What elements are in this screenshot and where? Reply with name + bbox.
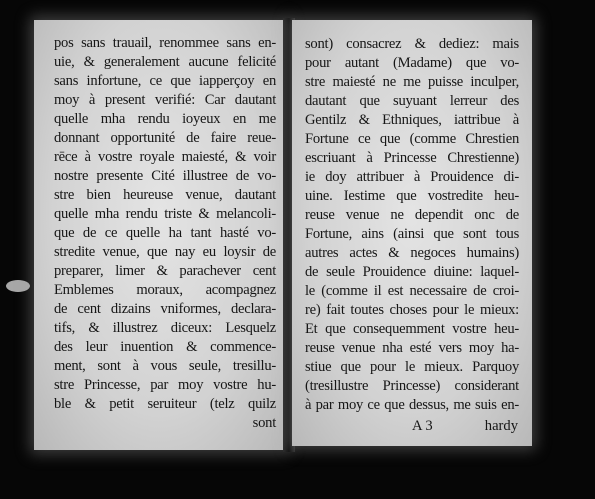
text-line: Gentilz & Ethniques, iattribue à (305, 112, 519, 128)
text-line: stre maiesté ne me puisse inculper, (305, 74, 519, 90)
text-line: que de ce quelle ha tant hasté vo- (54, 225, 276, 241)
text-line: dautant que suyuant lerreur des (305, 93, 519, 109)
text-line: de cent dizains vniformes, declara- (54, 301, 276, 317)
text-line: pos sans trauail, renommee sans en- (54, 35, 276, 51)
text-line: autres actes & negoces humains) (305, 245, 519, 261)
right-page (292, 20, 532, 446)
text-line: escriuant à Princesse Chrestienne) (305, 150, 519, 166)
page-footer (292, 417, 532, 436)
text-line: quelle mha rendu ioyeux en me (54, 111, 276, 127)
text-line: re) fait toutes choses pour le mieux: (305, 302, 519, 318)
text-line: reuse venue ne dependit onc de (305, 207, 519, 223)
text-line: stredite venue, que nay eu loysir de (54, 244, 276, 260)
text-line: ie doy attribuer à Prouidence di- (305, 169, 519, 185)
text-line: Fortune ce que (comme Chrestien (305, 131, 519, 147)
text-line: Et que consequemment vostre heu- (305, 321, 519, 337)
text-line: nostre presente Cité illustree de vo- (54, 168, 276, 184)
text-line: à par moy ce que dessus, me suis en- (305, 397, 519, 413)
text-line: sans infortune, ce que iapperçoy en (54, 73, 276, 89)
text-line: rēce à vostre royale maiesté, & voir (54, 149, 276, 165)
text-line: sont) consacrez & dediez: mais (305, 36, 519, 52)
left-page-text (54, 34, 276, 433)
text-line: Emblemes moraux, acompagnez (54, 282, 276, 298)
text-line: donnant opportunité de faire reue- (54, 130, 276, 146)
text-line: preparer, limer & parachever cent (54, 263, 276, 279)
text-line: stiue que pour le mieux. Parquoy (305, 359, 519, 375)
text-line: ble & petit seruiteur (telz quilz (54, 396, 276, 412)
text-line: uine. Iestime que vostredite heu- (305, 188, 519, 204)
text-line: ment, sont à vous seule, tresillu- (54, 358, 276, 374)
text-line: Fortune, ains (ainsi que sont tous (305, 226, 519, 242)
text-line: stre Princesse, par moy vostre hu- (54, 377, 276, 393)
margin-smudge (6, 280, 30, 292)
text-line: des leur inuention & commence- (54, 339, 276, 355)
text-line: moy à present verifié: Car dautant (54, 92, 276, 108)
catchword: hardy (484, 418, 518, 434)
text-line: tifs, & illustrez diceux: Lesquelz (54, 320, 276, 336)
text-line: de seule Prouidence diuine: laquel- (305, 264, 519, 280)
signature-mark: A 3 (412, 418, 433, 434)
catchword: sont (252, 415, 276, 431)
left-page (34, 20, 286, 450)
text-line: pour autant (Madame) que vo- (305, 55, 519, 71)
text-line: stre bien heureuse venue, dautant (54, 187, 276, 203)
text-line: (tresillustre Princesse) considerant (305, 378, 519, 394)
text-line: uie, & generalement aucune felicité (54, 54, 276, 70)
text-line: reuse venue nha esté vers moy ha- (305, 340, 519, 356)
right-page-text (305, 35, 519, 415)
text-line: quelle mha rendu triste & melancoli- (54, 206, 276, 222)
text-line: le (comme il est necessaire de croi- (305, 283, 519, 299)
